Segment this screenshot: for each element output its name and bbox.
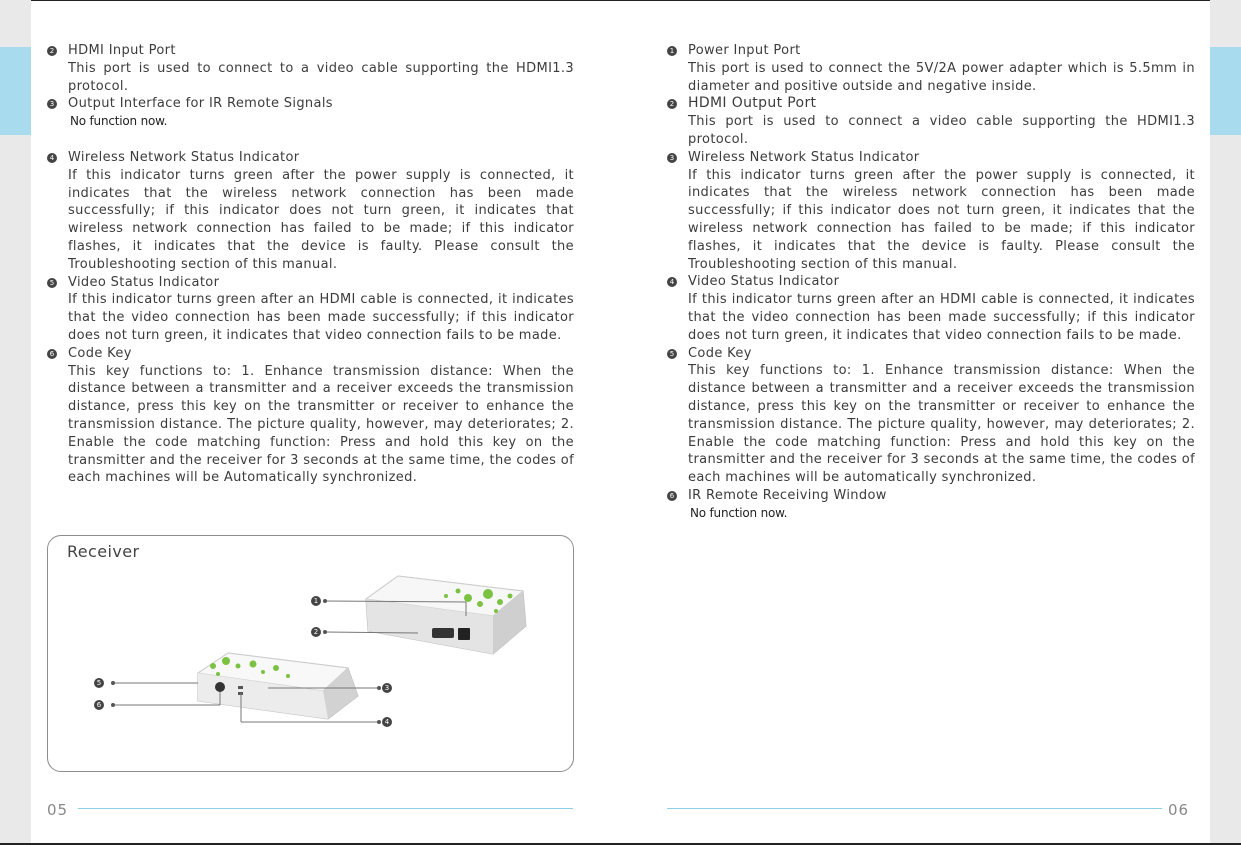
number-badge: 2 xyxy=(667,99,677,109)
item-power-input-port xyxy=(667,42,1195,95)
spacer xyxy=(47,131,574,149)
number-badge: 4 xyxy=(47,153,57,163)
ir-window-shape xyxy=(215,682,225,692)
item-heading: Code Key xyxy=(68,345,132,361)
receiver-title: Receiver xyxy=(67,542,140,561)
callout-badge-3: 3 xyxy=(382,683,392,693)
item-hdmi-input-port xyxy=(47,42,574,95)
number-badge: 5 xyxy=(667,349,677,359)
item-wireless-status xyxy=(47,149,574,274)
item-video-status xyxy=(47,274,574,345)
item-description: This key functions to: 1. Enhance transmission distance: When the distance between a transmitter and a receiver exceeds the transmission distance, press this key on the transmitter or receiver to enhance the transmission distance. The picture quality, however, may deteriorates; 2. Enable the code matching function: Press and hold this key on the transmitter and the receiver for 3 seconds at the same time, the codes of each machines will be Automatically synchronized. xyxy=(68,363,574,486)
hdmi-port-shape xyxy=(432,628,454,638)
receiver-device-drawing xyxy=(48,536,573,771)
number-badge: 3 xyxy=(47,99,57,109)
item-description: No function now. xyxy=(70,114,168,129)
item-heading: IR Remote Receiving Window xyxy=(688,487,887,503)
number-badge: 1 xyxy=(667,46,677,56)
callout-badge-5: 5 xyxy=(94,678,104,688)
receiver-front-view xyxy=(198,653,358,719)
item-ir-output-interface xyxy=(47,95,574,131)
item-description: This port is used to connect a video cable supporting the HDMI1.3 protocol. xyxy=(688,114,1195,147)
right-edge-tab xyxy=(1210,47,1241,135)
item-heading: Output Interface for IR Remote Signals xyxy=(68,96,333,112)
item-description: No function now. xyxy=(690,505,788,520)
callout-badge-6: 6 xyxy=(94,700,104,710)
item-ir-receiving-window xyxy=(667,487,1195,523)
item-heading: Video Status Indicator xyxy=(68,274,220,290)
item-description: This port is used to connect the 5V/2A power adapter which is 5.5mm in diameter and positive outside and negative inside. xyxy=(688,60,1195,94)
item-video-status xyxy=(667,273,1195,344)
item-description: This key functions to: 1. Enhance transmission distance: When the distance between a transmitter and a receiver exceeds the transmission distance, press this key on the transmitter or receiver to enhance the transmission distance. The picture quality, however, may deteriorates; 2. Enable the code matching function: Press and hold this key on the transmitter and the receiver for 3 seconds at the same time, the codes of each machines will be automatically synchronized. xyxy=(688,363,1195,486)
item-heading: HDMI Output Port xyxy=(688,95,817,112)
item-heading: Wireless Network Status Indicator xyxy=(68,149,300,165)
callout-badge-4: 4 xyxy=(382,717,392,727)
item-heading: Video Status Indicator xyxy=(688,274,840,290)
number-badge: 5 xyxy=(47,278,57,288)
item-heading: Wireless Network Status Indicator xyxy=(688,149,920,165)
item-description: This port is used to connect to a video cable supporting the HDMI1.3 protocol. xyxy=(68,60,574,94)
receiver-rear-view xyxy=(366,576,526,654)
left-edge-tab xyxy=(0,47,31,135)
page-number-right: 06 xyxy=(1168,801,1190,819)
item-description: If this indicator turns green after an HDMI cable is connected, it indicates that the video connection has been made successfully; if this indicator does not turn green, it indicates that video connection fails to be made. xyxy=(688,292,1195,343)
number-badge: 6 xyxy=(47,349,57,359)
item-wireless-status xyxy=(667,149,1195,274)
footer-divider-left xyxy=(78,808,573,809)
item-code-key xyxy=(667,345,1195,487)
item-code-key xyxy=(47,345,574,487)
receiver-illustration-box xyxy=(47,535,574,772)
item-heading: HDMI Input Port xyxy=(68,43,176,58)
number-badge: 6 xyxy=(667,491,677,501)
item-hdmi-output-port xyxy=(667,95,1195,148)
number-badge: 4 xyxy=(667,277,677,287)
right-column xyxy=(667,42,1195,523)
top-border xyxy=(31,0,1210,1)
page-number-left: 05 xyxy=(47,801,69,819)
item-description: If this indicator turns green after the power supply is connected, it indicates that the wireless network connection has been made successfully; if this indicator does not turn green, it indicates that wireless network connection has failed to be made; if this indicator flashes, it indicates that the device is faulty. Please consult the Troubleshooting section of this manual. xyxy=(68,167,574,272)
item-description: If this indicator turns green after the power supply is connected, it indicates that the wireless network connection has been made successfully; if this indicator does not turn green, it indicates that the wireless network connection has failed to be made; if this indicator flashes, it indicates that the device is faulty. Please consult the Troubleshooting section of this manual. xyxy=(688,167,1195,272)
left-column xyxy=(47,42,574,487)
number-badge: 2 xyxy=(47,46,57,56)
item-heading: Power Input Port xyxy=(688,43,801,58)
item-heading: Code Key xyxy=(688,345,752,361)
callout-badge-1: 1 xyxy=(311,596,321,606)
callout-badge-2: 2 xyxy=(311,627,321,637)
number-badge: 3 xyxy=(667,153,677,163)
footer-divider-right xyxy=(667,808,1162,809)
power-port-shape xyxy=(458,628,470,640)
item-description: If this indicator turns green after an HDMI cable is connected, it indicates that the video connection has been made successfully; if this indicator does not turn green, it indicates that video connection fails to be made. xyxy=(68,292,574,343)
